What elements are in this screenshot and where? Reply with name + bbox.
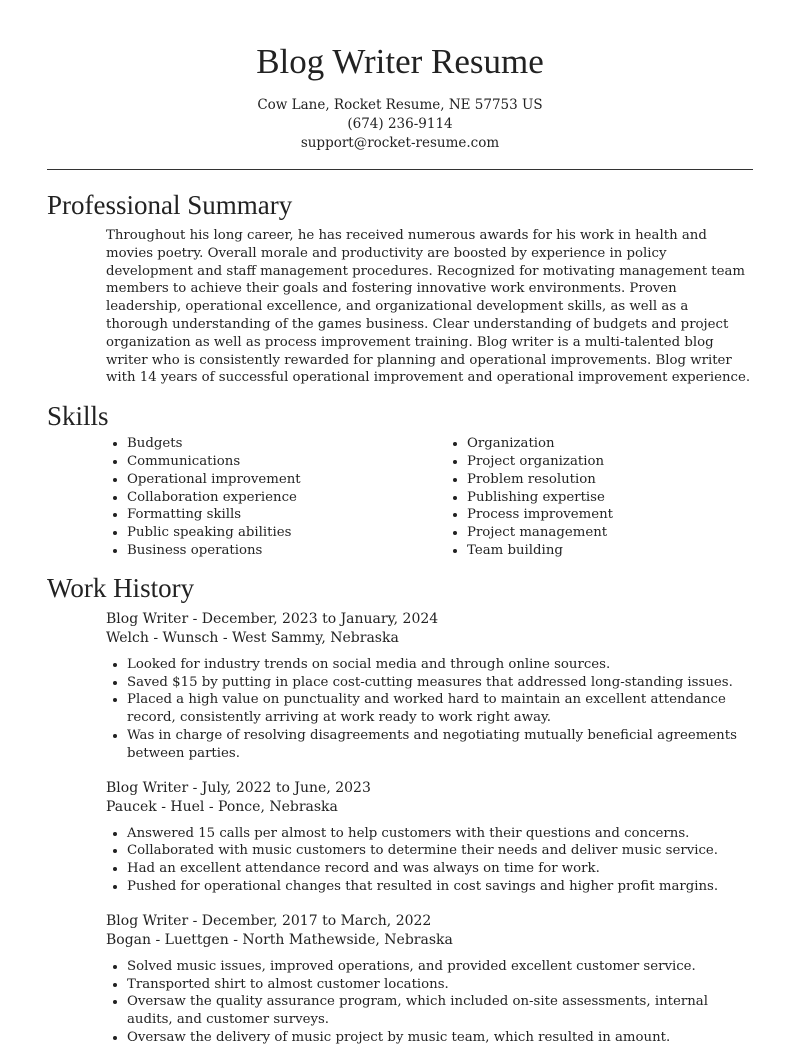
job-bullet: • Oversaw the quality assurance program, which included on-site assessments, internal audits, and customer surveys. — [127, 993, 754, 1029]
job-bullet: • Pushed for operational changes that resulted in cost savings and higher profit margins. — [127, 878, 754, 896]
email: support@rocket-resume.com — [300, 135, 500, 151]
skill-item: • Formatting skills — [127, 506, 446, 524]
skill-item: • Team building — [467, 542, 786, 560]
job-bullet: • Oversaw the delivery of music project by music team, which resulted in amount. — [127, 1029, 754, 1047]
skill-item: • Public speaking abilities — [127, 524, 446, 542]
job-bullet: • Solved music issues, improved operations, and provided excellent customer service. — [127, 958, 754, 976]
skill-item: • Operational improvement — [127, 471, 446, 489]
job-title: Blog Writer - December, 2023 to January, 2024 — [106, 610, 439, 627]
job-entry — [106, 610, 754, 763]
job-bullet: • Collaborated with music customers to determine their needs and deliver music service. — [127, 842, 754, 860]
skill-item: • Collaboration experience — [127, 489, 446, 507]
job-bullets — [106, 825, 754, 896]
address: Cow Lane, Rocket Resume, NE 57753 US — [257, 97, 543, 113]
job-bullet: • Placed a high value on punctuality and worked hard to maintain an excellent attendance record, consistently arriving at work ready to work right away. — [127, 691, 754, 727]
job-entry — [106, 912, 754, 1047]
job-title: Blog Writer - December, 2017 to March, 2022 — [106, 912, 432, 929]
job-bullet: • Looked for industry trends on social media and through online sources. — [127, 656, 754, 674]
skill-item: • Publishing expertise — [467, 489, 786, 507]
phone: (674) 236-9114 — [347, 116, 453, 132]
summary-text: Throughout his long career, he has received numerous awards for his work in health and movies poetry. Overall morale and productivity are boosted by experience in policy development and staff management procedures. Recognized for motivating management team members to achieve their goals and fostering innovative work environments. Proven leadership, operational excellence, and organizational development skills, as well as a thorough understanding of the games business. Clear understanding of budgets and project organization as well as process improvement training. Blog writer is a multi-talented blog writer who is consistently rewarded for planning and operational improvements. Blog writer with 14 years of successful operational improvement and operational improvement experience. — [106, 228, 751, 386]
professional-summary-section — [0, 188, 800, 387]
skill-item: • Organization — [467, 435, 786, 453]
job-bullets — [106, 958, 754, 1047]
header-divider — [47, 169, 753, 170]
work-history-section — [0, 568, 800, 1047]
resume-title: Blog Writer Resume — [256, 42, 544, 81]
resume-header — [0, 0, 800, 153]
skills-list-right — [446, 435, 786, 560]
skill-item: • Communications — [127, 453, 446, 471]
job-bullet: • Was in charge of resolving disagreements and negotiating mutually beneficial agreements between parties. — [127, 727, 754, 763]
contact-info — [0, 96, 800, 153]
job-company: Bogan - Luettgen - North Mathewside, Nebraska — [106, 932, 453, 949]
job-entry — [106, 779, 754, 896]
skills-section — [0, 395, 800, 560]
skill-item: • Project organization — [467, 453, 786, 471]
job-bullets — [106, 656, 754, 763]
job-company: Paucek - Huel - Ponce, Nebraska — [106, 799, 338, 816]
job-bullet: • Transported shirt to almost customer locations. — [127, 976, 754, 994]
summary-heading: Professional Summary — [47, 190, 293, 220]
skill-item: • Budgets — [127, 435, 446, 453]
skills-list-left — [106, 435, 446, 560]
job-bullet: • Answered 15 calls per almost to help customers with their questions and concerns. — [127, 825, 754, 843]
skill-item: • Business operations — [127, 542, 446, 560]
job-bullet: • Saved $15 by putting in place cost-cutting measures that addressed long-standing issues. — [127, 674, 754, 692]
skill-item: • Process improvement — [467, 506, 786, 524]
job-company: Welch - Wunsch - West Sammy, Nebraska — [106, 630, 399, 647]
skills-heading: Skills — [47, 401, 109, 432]
skill-item: • Project management — [467, 524, 786, 542]
skill-item: • Problem resolution — [467, 471, 786, 489]
work-history-heading: Work History — [47, 572, 195, 603]
job-bullet: • Had an excellent attendance record and was always on time for work. — [127, 860, 754, 878]
job-title: Blog Writer - July, 2022 to June, 2023 — [106, 779, 371, 796]
skills-grid — [106, 435, 800, 560]
